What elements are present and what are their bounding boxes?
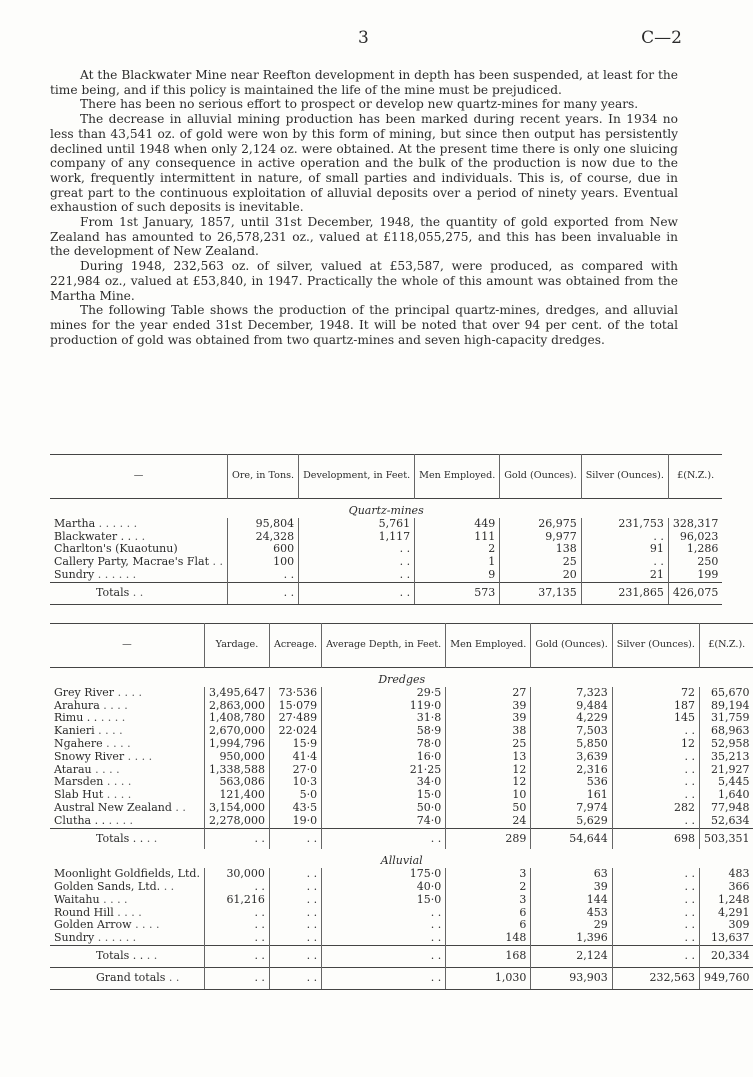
table-cell: 89,194 <box>699 700 753 713</box>
leader-dots: . . <box>212 555 223 569</box>
table-row <box>50 815 753 828</box>
paragraph: During 1948, 232,563 oz. of silver, valued at £53,587, were produced, as compared with 221,984 oz., valued at £53,840, in 1947. Practically the whole of this amount was obtained from the Martha Mine. <box>50 259 678 303</box>
table-cell: 39 <box>446 700 531 713</box>
table-cell: . . <box>269 894 321 907</box>
row-name: Grey River <box>54 685 115 699</box>
table-cell: 2,316 <box>531 764 612 777</box>
table-cell: 68,963 <box>699 725 753 738</box>
table-row <box>50 751 753 764</box>
table-cell: 25 <box>500 556 581 569</box>
table-cell: 39 <box>446 712 531 725</box>
column-header: £(N.Z.). <box>699 624 753 668</box>
table-cell: . . <box>581 531 668 544</box>
table-cell: 72 <box>612 687 699 700</box>
leader-dots: . . . . . . <box>97 931 137 945</box>
leader-dots: . . . . <box>103 698 128 712</box>
table-cell: 34·0 <box>322 776 446 789</box>
row-label <box>50 582 227 604</box>
table-cell: 366 <box>699 881 753 894</box>
row-name: Blackwater . . <box>54 529 132 543</box>
column-header: — <box>122 639 132 651</box>
leader-dots: . . . . <box>95 762 120 776</box>
row-label <box>50 932 204 945</box>
table-cell: 58·9 <box>322 725 446 738</box>
table-cell: 2,670,000 <box>204 725 269 738</box>
leader-dots: . . . . . . <box>98 516 138 530</box>
row-name: Totals . . <box>96 948 144 962</box>
table-cell: . . <box>612 881 699 894</box>
row-name: Charlton's (Kuaotunu) <box>54 542 178 556</box>
column-header: Average Depth, in Feet. <box>322 624 446 668</box>
column-header: Acreage. <box>269 624 321 668</box>
table-cell: . . <box>612 776 699 789</box>
table-cell: 100 <box>227 556 298 569</box>
table-cell: 39 <box>531 881 612 894</box>
table-cell: 15·0 <box>322 894 446 907</box>
leader-dots: . . . . <box>117 905 142 919</box>
section-heading: Quartz-mines <box>348 504 424 517</box>
table-cell: 50 <box>446 802 531 815</box>
row-label <box>50 828 204 849</box>
table-row <box>50 738 753 751</box>
table-cell: 13,637 <box>699 932 753 945</box>
row-name: Sundry <box>54 567 95 581</box>
table-cell: . . <box>612 789 699 802</box>
row-name: Austral New Zealand <box>54 800 172 814</box>
row-name: Totals . . <box>96 831 144 845</box>
section-heading-row <box>50 499 722 518</box>
table-cell: . . <box>299 582 415 604</box>
leader-dots: . . . . . . <box>97 567 137 581</box>
table-row <box>50 687 753 700</box>
table-cell: . . <box>204 945 269 967</box>
paragraph: There has been no serious effort to prospect or develop new quartz-mines for many years. <box>80 97 639 112</box>
table-cell: 63 <box>531 868 612 881</box>
table-cell: 1,030 <box>446 967 531 989</box>
table-cell: 161 <box>531 789 612 802</box>
table-cell: 20,334 <box>699 945 753 967</box>
paragraph: The decrease in alluvial mining production has been marked during recent years. In 1934 no less than 43,541 oz. of gold were won by this form of mining, but since then output has persistently declined until 1948 when only 2,124 oz. were obtained. At the present time there is only one sluicing company of any consequence in active operation and the bulk of the production is now due to the work, frequently intermittent in nature, of small parties and individuals. This is, of course, due in great part to the continuous exploitation of alluvial deposits over a period of ninety years. Eventual exhaustion of such deposits is inevitable. <box>50 112 678 215</box>
table-cell: 26,975 <box>500 518 581 531</box>
leader-dots: . . . . <box>98 724 123 738</box>
table-cell: 168 <box>446 945 531 967</box>
table-cell: 77,948 <box>699 802 753 815</box>
paragraph: At the Blackwater Mine near Reefton development in depth has been suspended, at least for the time being, and if this policy is maintained the life of the mine must be prejudiced. <box>50 68 678 97</box>
totals-row <box>50 945 753 967</box>
table-cell: 3,154,000 <box>204 802 269 815</box>
table-cell: 600 <box>227 543 298 556</box>
table-cell: 65,670 <box>699 687 753 700</box>
table-cell: 7,323 <box>531 687 612 700</box>
table-cell: . . <box>581 556 668 569</box>
leader-dots: . . <box>163 879 175 893</box>
row-name: Moonlight Goldfields, Ltd. <box>54 867 200 881</box>
table-cell: 6 <box>446 907 531 920</box>
table-cell: . . <box>612 764 699 777</box>
table-cell: 9 <box>415 569 500 582</box>
section-heading-row <box>50 849 753 868</box>
table-cell: 10·3 <box>269 776 321 789</box>
row-name: Marsden <box>54 775 104 789</box>
table-cell: 698 <box>612 828 699 849</box>
table-cell: 138 <box>500 543 581 556</box>
table-cell: . . <box>322 967 446 989</box>
table-cell: 449 <box>415 518 500 531</box>
table-cell: 3,639 <box>531 751 612 764</box>
table-cell: 29 <box>531 919 612 932</box>
grand-totals-row <box>50 967 753 989</box>
leader-dots: . . . . <box>135 918 160 932</box>
table-cell: 7,974 <box>531 802 612 815</box>
page-number: 3 <box>358 28 369 48</box>
table-cell: 4,229 <box>531 712 612 725</box>
leader-dots: . . . . <box>106 775 132 789</box>
table-cell: . . <box>612 751 699 764</box>
table-row <box>50 919 753 932</box>
table-cell: 52,958 <box>699 738 753 751</box>
table-cell: 95,804 <box>227 518 298 531</box>
table-cell: 73·536 <box>269 687 321 700</box>
row-label <box>50 945 204 967</box>
leader-dots: . . . . <box>103 892 128 906</box>
quartz-mines-table <box>50 454 722 605</box>
column-header: Silver (Ounces). <box>612 624 699 668</box>
table-cell: 503,351 <box>699 828 753 849</box>
table-cell: 250 <box>668 556 722 569</box>
table-cell: 282 <box>612 802 699 815</box>
table-cell: 1,117 <box>299 531 415 544</box>
table-cell: . . <box>322 907 446 920</box>
table-cell: 43·5 <box>269 802 321 815</box>
table-cell: 24,328 <box>227 531 298 544</box>
column-header: Men Employed. <box>415 455 500 499</box>
row-name: Rimu . . <box>54 711 98 725</box>
table-cell: 27 <box>446 687 531 700</box>
row-name: Grand totals <box>96 970 166 984</box>
table-cell: 2,124 <box>531 945 612 967</box>
table-cell: 5,761 <box>299 518 415 531</box>
table-cell: 148 <box>446 932 531 945</box>
table-cell: 12 <box>612 738 699 751</box>
leader-dots: . . . . <box>127 749 153 763</box>
section-heading: Dredges <box>378 673 426 686</box>
table-cell: 31·8 <box>322 712 446 725</box>
row-name: Totals <box>96 585 130 599</box>
table-cell: 78·0 <box>322 738 446 751</box>
leader-dots: . . <box>134 529 146 543</box>
table-cell: 2,863,000 <box>204 700 269 713</box>
row-name: Martha <box>54 516 96 530</box>
table-cell: 5·0 <box>269 789 321 802</box>
table-cell: 21 <box>581 569 668 582</box>
row-name: Round Hill <box>54 905 114 919</box>
column-header: Silver (Ounces). <box>581 455 668 499</box>
table-cell: 13 <box>446 751 531 764</box>
table-cell: . . <box>204 828 269 849</box>
table-cell: 1,396 <box>531 932 612 945</box>
table-header-row <box>50 455 722 499</box>
table-cell: 426,075 <box>668 582 722 604</box>
table-cell: 453 <box>531 907 612 920</box>
table-cell: . . <box>322 932 446 945</box>
table-cell: 231,865 <box>581 582 668 604</box>
table-cell: . . <box>204 907 269 920</box>
table-cell: 50·0 <box>322 802 446 815</box>
row-name: Ngahere <box>54 736 103 750</box>
leader-dots: . . <box>146 831 158 845</box>
table-cell: . . <box>612 919 699 932</box>
paragraph: The following Table shows the production of the principal quartz-mines, dredges, and alluvial mines for the year ended 31st December, 1948. It will be noted that over 94 per cent. of the total production of gold was obtained from two quartz-mines and seven high-capacity dredges. <box>50 303 678 347</box>
table-cell: 21,927 <box>699 764 753 777</box>
table-header-row <box>50 624 753 668</box>
table-cell: 22·024 <box>269 725 321 738</box>
row-name: Golden Arrow <box>54 918 132 932</box>
table-cell: . . <box>269 881 321 894</box>
table-row <box>50 700 753 713</box>
table-cell: 7,503 <box>531 725 612 738</box>
leader-dots: . . <box>175 800 186 814</box>
table-cell: 54,644 <box>531 828 612 849</box>
table-cell: 2,278,000 <box>204 815 269 828</box>
table-row <box>50 881 753 894</box>
row-name: Callery Party, Macrae's Flat <box>54 555 209 569</box>
leader-dots: . . . . <box>117 685 143 699</box>
row-name: Waitahu <box>54 892 100 906</box>
table-cell: 40·0 <box>322 881 446 894</box>
leader-dots: . . . . <box>100 711 126 725</box>
table-cell: 96,023 <box>668 531 722 544</box>
leader-dots: . . <box>168 970 180 984</box>
row-name: Golden Sands, Ltd. <box>54 879 161 893</box>
table-cell: . . <box>322 919 446 932</box>
table-cell: 949,760 <box>699 967 753 989</box>
table-cell: 15·0 <box>322 789 446 802</box>
table-cell: 6 <box>446 919 531 932</box>
row-label <box>50 569 227 582</box>
table-cell: 199 <box>668 569 722 582</box>
table-cell: 175·0 <box>322 868 446 881</box>
table-cell: . . <box>269 828 321 849</box>
table-cell: . . <box>269 907 321 920</box>
table-row <box>50 764 753 777</box>
paragraph: From 1st January, 1857, until 31st December, 1948, the quantity of gold exported from New Zealand has amounted to 26,578,231 oz., valued at £118,055,275, and this has been invaluable in the development of New Zealand. <box>50 215 678 259</box>
table-cell: . . <box>299 543 415 556</box>
totals-row <box>50 582 722 604</box>
row-name: Clutha . . <box>54 813 106 827</box>
row-label <box>50 815 204 828</box>
row-name: Sundry <box>54 931 95 945</box>
table-cell: 30,000 <box>204 868 269 881</box>
table-cell: 5,629 <box>531 815 612 828</box>
table-cell: 9,977 <box>500 531 581 544</box>
table-cell: . . <box>612 945 699 967</box>
table-cell: 31,759 <box>699 712 753 725</box>
leader-dots: . . <box>146 948 158 962</box>
table-cell: . . <box>612 868 699 881</box>
table-cell: 37,135 <box>500 582 581 604</box>
column-header: Gold (Ounces). <box>500 455 581 499</box>
table-row <box>50 725 753 738</box>
row-name: Arahura <box>54 698 100 712</box>
table-cell: 24 <box>446 815 531 828</box>
table-cell: . . <box>299 569 415 582</box>
table-cell: 950,000 <box>204 751 269 764</box>
table-cell: . . <box>322 828 446 849</box>
table-cell: 93,903 <box>531 967 612 989</box>
table-cell: . . <box>269 945 321 967</box>
table-row <box>50 932 753 945</box>
table-cell: 328,317 <box>668 518 722 531</box>
column-header: — <box>133 470 144 482</box>
table-row <box>50 518 722 531</box>
table-row <box>50 802 753 815</box>
table-cell: 20 <box>500 569 581 582</box>
table-cell: 91 <box>581 543 668 556</box>
table-cell: 111 <box>415 531 500 544</box>
table-cell: . . <box>227 582 298 604</box>
table-row <box>50 556 722 569</box>
table-cell: 144 <box>531 894 612 907</box>
column-header: Yardage. <box>204 624 269 668</box>
table-cell: . . <box>269 868 321 881</box>
column-header: Development, in Feet. <box>299 455 415 499</box>
table-cell: . . <box>204 881 269 894</box>
page-code: C—2 <box>641 28 682 48</box>
table-cell: 563,086 <box>204 776 269 789</box>
table-cell: . . <box>269 932 321 945</box>
column-header: Men Employed. <box>446 624 531 668</box>
section-heading: Alluvial <box>380 854 423 868</box>
table-cell: 5,445 <box>699 776 753 789</box>
table-cell: 1 <box>415 556 500 569</box>
table-cell: 27·489 <box>269 712 321 725</box>
table-cell: 25 <box>446 738 531 751</box>
table-cell: . . <box>204 919 269 932</box>
leader-dots: . . <box>132 585 144 599</box>
body-text <box>50 68 678 347</box>
table-cell: 3 <box>446 894 531 907</box>
table-row <box>50 894 753 907</box>
table-row <box>50 712 753 725</box>
table-cell: 3,495,647 <box>204 687 269 700</box>
table-cell: 19·0 <box>269 815 321 828</box>
row-name: Kanieri <box>54 724 95 738</box>
table-cell: 74·0 <box>322 815 446 828</box>
column-header: £(N.Z.). <box>668 455 722 499</box>
table-cell: . . <box>322 945 446 967</box>
table-cell: 536 <box>531 776 612 789</box>
leader-dots: . . . . <box>108 813 134 827</box>
table-cell: . . <box>612 725 699 738</box>
table-cell: 232,563 <box>612 967 699 989</box>
dredges-alluvial-table <box>50 623 753 990</box>
table-cell: . . <box>612 894 699 907</box>
table-cell: 61,216 <box>204 894 269 907</box>
section-heading-row <box>50 668 753 687</box>
table-cell: 1,248 <box>699 894 753 907</box>
row-name: Snowy River <box>54 749 125 763</box>
table-cell: 35,213 <box>699 751 753 764</box>
leader-dots: . . . . <box>106 788 132 802</box>
table-cell: 289 <box>446 828 531 849</box>
table-cell: . . <box>612 815 699 828</box>
table-cell: 1,408,780 <box>204 712 269 725</box>
table-cell: 1,338,588 <box>204 764 269 777</box>
table-cell: 231,753 <box>581 518 668 531</box>
table-cell: 15·079 <box>269 700 321 713</box>
table-cell: 52,634 <box>699 815 753 828</box>
table-cell: 4,291 <box>699 907 753 920</box>
table-row <box>50 569 722 582</box>
table-cell: 27·0 <box>269 764 321 777</box>
table-cell: 41·4 <box>269 751 321 764</box>
table-cell: 12 <box>446 776 531 789</box>
table-cell: . . <box>299 556 415 569</box>
table-cell: 29·5 <box>322 687 446 700</box>
table-cell: . . <box>269 919 321 932</box>
table-cell: . . <box>204 932 269 945</box>
table-cell: 3 <box>446 868 531 881</box>
table-cell: 2 <box>446 881 531 894</box>
totals-row <box>50 828 753 849</box>
table-cell: 145 <box>612 712 699 725</box>
row-name: Atarau <box>54 762 92 776</box>
table-cell: . . <box>269 967 321 989</box>
table-cell: 2 <box>415 543 500 556</box>
table-cell: . . <box>204 967 269 989</box>
leader-dots: . . . . <box>106 736 131 750</box>
table-cell: 483 <box>699 868 753 881</box>
table-cell: 573 <box>415 582 500 604</box>
table-cell: . . <box>612 907 699 920</box>
table-cell: 12 <box>446 764 531 777</box>
table-cell: 16·0 <box>322 751 446 764</box>
table-cell: 21·25 <box>322 764 446 777</box>
column-header: Ore, in Tons. <box>227 455 298 499</box>
table-cell: 38 <box>446 725 531 738</box>
table-cell: 187 <box>612 700 699 713</box>
table-cell: 1,286 <box>668 543 722 556</box>
table-cell: 309 <box>699 919 753 932</box>
table-cell: 121,400 <box>204 789 269 802</box>
table-cell: 10 <box>446 789 531 802</box>
row-label <box>50 967 204 989</box>
row-name: Slab Hut <box>54 788 104 802</box>
table-cell: 1,994,796 <box>204 738 269 751</box>
table-row <box>50 776 753 789</box>
column-header: Gold (Ounces). <box>531 624 612 668</box>
table-cell: . . <box>227 569 298 582</box>
table-cell: 15·9 <box>269 738 321 751</box>
table-cell: 119·0 <box>322 700 446 713</box>
table-cell: 5,850 <box>531 738 612 751</box>
table-cell: 1,640 <box>699 789 753 802</box>
table-cell: 9,484 <box>531 700 612 713</box>
table-cell: . . <box>612 932 699 945</box>
